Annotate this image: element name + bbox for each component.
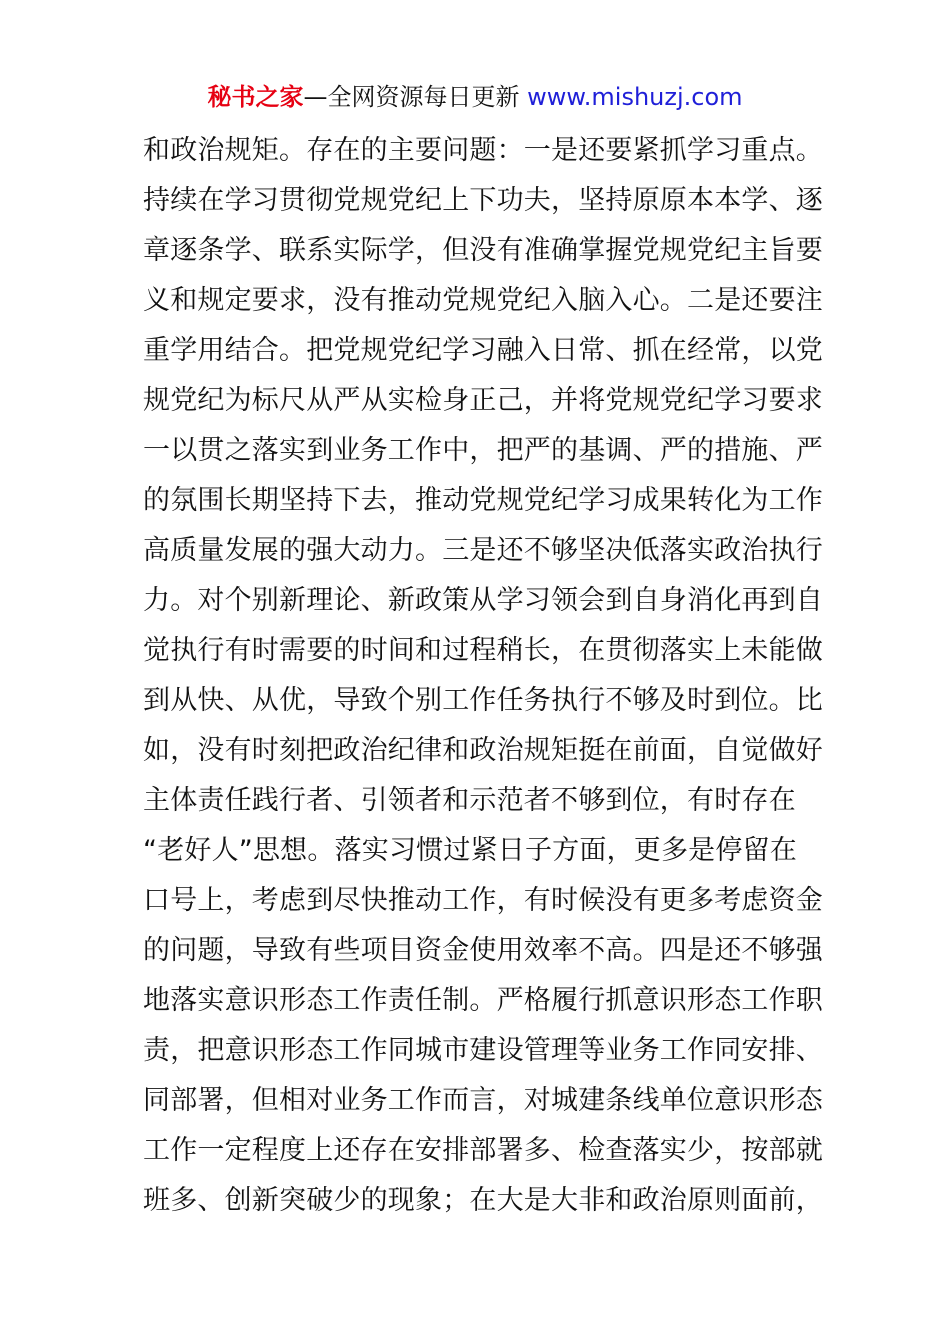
text-line: 工作一定程度上还存在安排部署多、检查落实少，按部就 [143,1135,823,1166]
text-line: 一以贯之落实到业务工作中，把严的基调、严的措施、严 [143,435,823,466]
text-line: 同部署，但相对业务工作而言，对城建条线单位意识形态 [143,1085,823,1116]
text-line: 高质量发展的强大动力。三是还不够坚决低落实政治执行 [143,535,823,566]
site-url-link[interactable]: www.mishuzj.com [527,83,743,111]
text-line: “老好人”思想。落实习惯过紧日子方面，更多是停留在 [143,835,797,866]
text-line: 如，没有时刻把政治纪律和政治规矩挺在前面，自觉做好 [143,735,823,766]
text-line: 口号上，考虑到尽快推动工作，有时候没有更多考虑资金 [143,885,823,916]
site-tagline: —全网资源每日更新 [303,83,528,111]
text-line: 觉执行有时需要的时间和过程稍长，在贯彻落实上未能做 [143,635,823,666]
text-line: 规党纪为标尺从严从实检身正己，并将党规党纪学习要求 [143,385,823,416]
text-line: 的氛围长期坚持下去，推动党规党纪学习成果转化为工作 [143,485,823,516]
text-line: 责，把意识形态工作同城市建设管理等业务工作同安排、 [143,1035,823,1066]
text-line: 章逐条学、联系实际学，但没有准确掌握党规党纪主旨要 [143,235,823,266]
text-line: 班多、创新突破少的现象；在大是大非和政治原则面前， [143,1185,823,1216]
text-line: 义和规定要求，没有推动党规党纪入脑入心。二是还要注 [143,285,823,316]
text-line: 持续在学习贯彻党规党纪上下功夫，坚持原原本本学、逐 [143,185,823,216]
text-line: 主体责任践行者、引领者和示范者不够到位，有时存在 [143,785,796,816]
text-line: 地落实意识形态工作责任制。严格履行抓意识形态工作职 [143,985,823,1016]
text-line: 和政治规矩。存在的主要问题：一是还要紧抓学习重点。 [143,135,823,166]
text-line: 力。对个别新理论、新政策从学习领会到自身消化再到自 [143,585,823,616]
text-line: 重学用结合。把党规党纪学习融入日常、抓在经常，以党 [143,335,823,366]
document-body [143,126,823,1226]
text-line: 到从快、从优，导致个别工作任务执行不够及时到位。比 [143,685,823,716]
site-brand: 秘书之家 [207,83,304,111]
page-header [0,80,950,114]
text-line: 的问题，导致有些项目资金使用效率不高。四是还不够强 [143,935,823,966]
